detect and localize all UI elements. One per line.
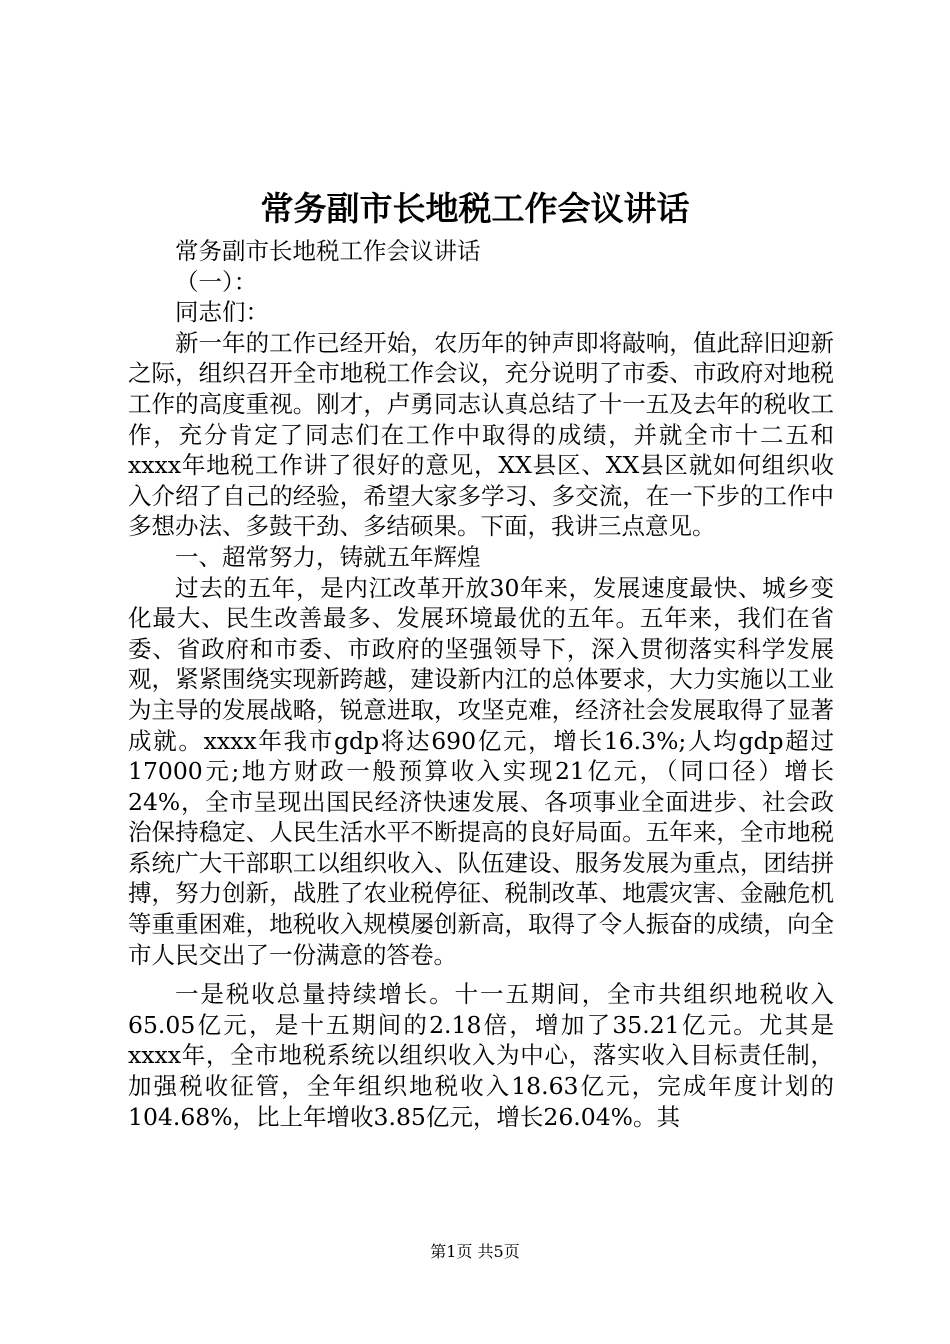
page-footer: 第1页 共5页 — [430, 1242, 520, 1261]
paragraph-salutation: 同志们： — [175, 298, 269, 327]
paragraph-tax-growth: 一是税收总量持续增长。十一五期间，全市共组织地税收入65.05亿元，是十五期间的2.18倍，增加了35.21亿元。尤其是xxxx年，全市地税系统以组织收入为中心，落实收入目标责任制，加强税收征管，全年组织地税收入18.63亿元，完成年度计划的104.68%，比上年增收3.85亿元，增长26.04%。其 — [128, 980, 834, 1131]
paragraph-five-years: 过去的五年，是内江改革开放30年来，发展速度最快、城乡变化最大、民生改善最多、发展环境最优的五年。五年来，我们在省委、省政府和市委、市政府的坚强领导下，深入贯彻落实科学发展观，紧紧围绕实现新跨越，建设新内江的总体要求，大力实施以工业为主导的发展战略，锐意进取，攻坚克难，经济社会发展取得了显著成就。xxxx年我市gdp将达690亿元，增长16.3%;人均gdp超过17000元;地方财政一般预算收入实现21亿元，（同口径）增长24%，全市呈现出国民经济快速发展、各项事业全面进步、社会政治保持稳定、人民生活水平不断提高的良好局面。五年来，全市地税系统广大干部职工以组织收入、队伍建设、服务发展为重点，团结拼搏，努力创新，战胜了农业税停征、税制改革、地震灾害、金融危机等重重困难，地税收入规模屡创新高，取得了令人振奋的成绩，向全市人民交出了一份满意的答卷。 — [128, 573, 834, 969]
paragraph-subtitle: 常务副市长地税工作会议讲话 — [175, 237, 481, 265]
section-heading-one: 一、超常努力，铸就五年辉煌 — [175, 542, 481, 571]
paragraph-section-marker: （一）： — [175, 267, 258, 296]
document-body — [128, 236, 834, 1132]
document-title: 常务副市长地税工作会议讲话 — [260, 189, 690, 228]
paragraph-opening: 新一年的工作已经开始，农历年的钟声即将敲响，值此辞旧迎新之际，组织召开全市地税工作会议，充分说明了市委、市政府对地税工作的高度重视。刚才，卢勇同志认真总结了十一五及去年的税收工作，充分肯定了同志们在工作中取得的成绩，并就全市十二五和xxxx年地税工作讲了很好的意见，XX县区、XX县区就如何组织收入介绍了自己的经验，希望大家多学习、多交流，在一下步的工作中多想办法、多鼓干劲、多结硕果。下面，我讲三点意见。 — [128, 328, 834, 541]
